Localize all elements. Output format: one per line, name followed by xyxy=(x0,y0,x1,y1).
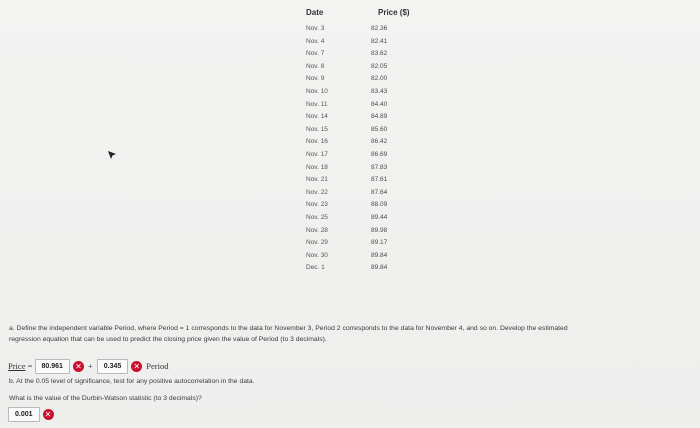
cell-date: Nov. 17 xyxy=(306,150,328,158)
cell-date: Nov. 21 xyxy=(306,176,328,184)
table-row xyxy=(303,250,411,263)
table-row xyxy=(303,199,411,212)
cell-date: Nov. 29 xyxy=(306,239,328,247)
cell-date: Nov. 14 xyxy=(306,113,328,121)
table-row xyxy=(303,73,411,86)
header-date: Date xyxy=(306,8,324,17)
cell-date: Nov. 28 xyxy=(306,226,328,234)
cell-price: 86.69 xyxy=(371,150,388,158)
question-c: What is the value of the Durbin-Watson statistic (to 3 decimals)? xyxy=(9,395,202,402)
slope-input[interactable]: 0.345 xyxy=(97,359,129,374)
cell-date: Nov. 11 xyxy=(306,100,328,108)
table-row xyxy=(303,23,411,36)
cell-date: Dec. 1 xyxy=(306,264,325,272)
cell-price: 84.89 xyxy=(371,113,388,121)
table-row xyxy=(303,61,411,74)
cell-date: Nov. 22 xyxy=(306,188,328,196)
cell-date: Nov. 4 xyxy=(306,37,325,45)
table-row xyxy=(303,48,411,61)
cell-date: Nov. 8 xyxy=(306,62,325,70)
x-circle-icon: ✕ xyxy=(73,361,84,372)
intercept-input[interactable]: 80.961 xyxy=(35,359,70,374)
table-header xyxy=(303,8,418,18)
cell-date: Nov. 30 xyxy=(306,251,328,259)
table-row xyxy=(303,262,411,275)
cell-date: Nov. 9 xyxy=(306,75,325,83)
cell-price: 89.84 xyxy=(371,264,388,272)
x-circle-icon: ✕ xyxy=(43,409,54,420)
header-price: Price ($) xyxy=(378,8,410,17)
equation-plus: + xyxy=(87,361,93,371)
cell-price: 84.40 xyxy=(371,100,388,108)
cell-price: 86.42 xyxy=(371,138,388,146)
question-a xyxy=(9,323,694,345)
cell-date: Nov. 3 xyxy=(306,25,325,32)
table-row xyxy=(303,162,411,175)
table-row xyxy=(303,225,411,238)
table-row xyxy=(303,124,411,137)
regression-equation xyxy=(8,359,168,373)
cell-date: Nov. 15 xyxy=(306,125,328,133)
cell-price: 89.44 xyxy=(371,213,388,221)
cell-price: 87.61 xyxy=(371,176,388,184)
cell-date: Nov. 25 xyxy=(306,213,328,221)
table-row xyxy=(303,111,411,124)
cell-price: 89.17 xyxy=(371,239,388,247)
cell-date: Nov. 16 xyxy=(306,138,328,146)
cell-price: 87.83 xyxy=(371,163,388,171)
durbin-watson-answer xyxy=(8,407,54,422)
table-row xyxy=(303,174,411,187)
arrow-cursor-icon xyxy=(107,150,117,160)
table-row xyxy=(303,237,411,250)
cell-price: 83.62 xyxy=(371,50,388,58)
cell-price: 82.36 xyxy=(371,25,388,32)
table-row xyxy=(303,212,411,225)
cell-price: 82.00 xyxy=(371,75,388,83)
question-a-line2: regression equation that can be used to predict the closing price given the value of Period (to 3 decimals). xyxy=(9,336,327,343)
question-a-line1: a. Define the independent variable Period, where Period = 1 corresponds to the data for November 3, Period 2 corresponds to the data for November 4, and so on. Develop the estimated xyxy=(9,325,568,332)
durbin-watson-input[interactable]: 0.001 xyxy=(8,407,40,422)
cell-price: 82.41 xyxy=(371,37,388,45)
cell-date: Nov. 18 xyxy=(306,163,328,171)
cell-price: 88.09 xyxy=(371,201,388,209)
table-row xyxy=(303,99,411,112)
table-row xyxy=(303,149,411,162)
x-circle-icon: ✕ xyxy=(131,361,142,372)
cell-date: Nov. 10 xyxy=(306,87,328,95)
price-table xyxy=(303,8,418,272)
table-row xyxy=(303,36,411,49)
equation-equals: = xyxy=(25,361,35,371)
equation-lhs: Price xyxy=(8,361,26,371)
question-b: b. At the 0.05 level of significance, test for any positive autocorrelation in the data. xyxy=(9,378,255,385)
cell-price: 89.98 xyxy=(371,226,388,234)
cell-price: 87.64 xyxy=(371,188,388,196)
table-body xyxy=(303,23,411,275)
cell-date: Nov. 23 xyxy=(306,201,328,209)
table-row xyxy=(303,86,411,99)
cell-date: Nov. 7 xyxy=(306,50,325,58)
table-row xyxy=(303,187,411,200)
equation-variable: Period xyxy=(146,361,169,371)
table-row xyxy=(303,136,411,149)
cell-price: 89.84 xyxy=(371,251,388,259)
cell-price: 82.05 xyxy=(371,62,388,70)
cell-price: 83.43 xyxy=(371,87,388,95)
cell-price: 85.60 xyxy=(371,125,388,133)
